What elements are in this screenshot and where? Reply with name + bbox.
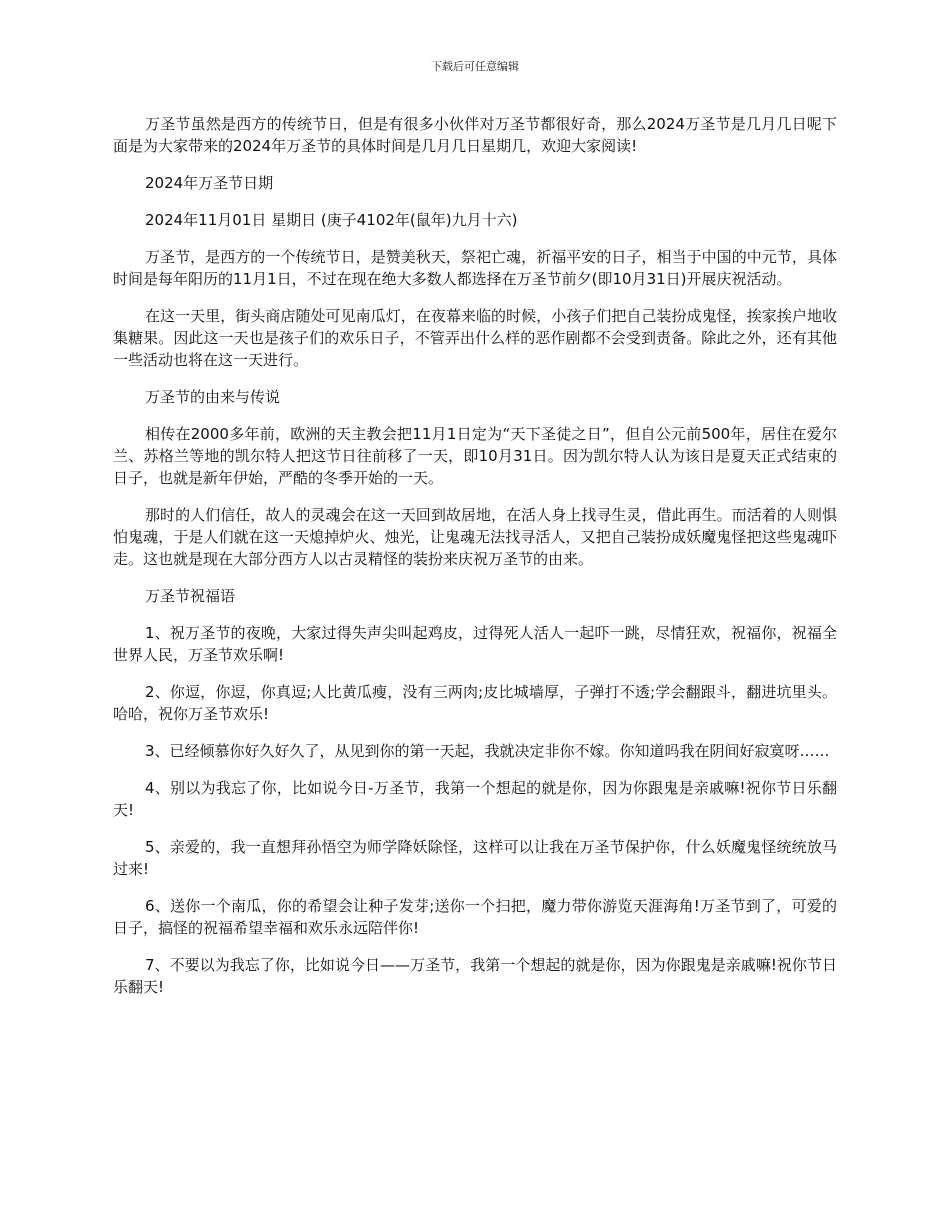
date-line: 2024年11月01日 星期日 (庚子4102年(鼠年)九月十六) [145,211,518,229]
intro-paragraph: 万圣节虽然是西方的传统节日，但是有很多小伙伴对万圣节都很好奇，那么2024万圣节是几月几日呢下面是为大家带来的2024年万圣节的具体时间是几月几日星期几，欢迎大家阅读! [113,115,837,155]
section-heading-origin: 万圣节的由来与传说 [145,388,281,406]
paragraph-activities: 在这一天里，街头商店随处可见南瓜灯，在夜幕来临的时候，小孩子们把自己装扮成鬼怪，挨家挨户地收集糖果。因此这一天也是孩子们的欢乐日子，不管弄出什么样的恶作剧都不会受到责备。除此之外，还有其他一些活动也将在这一天进行。 [113,307,837,369]
section-heading-date: 2024年万圣节日期 [145,174,274,192]
paragraph-definition: 万圣节，是西方的一个传统节日，是赞美秋天，祭祀亡魂，祈福平安的日子，相当于中国的中元节，具体时间是每年阳历的11月1日，不过在现在绝大多数人都选择在万圣节前夕(即10月31日)开展庆祝活动。 [113,248,837,288]
paragraph-origin: 相传在2000多年前，欧洲的天主教会把11月1日定为“天下圣徒之日”，但自公元前500年，居住在爱尔兰、苏格兰等地的凯尔特人把这节日往前移了一天，即10月31日。因为凯尔特人认为该日是夏天正式结束的日子，也就是新年伊始，严酷的冬季开始的一天。 [113,425,837,487]
greeting-item: 3、已经倾慕你好久好久了，从见到你的第一天起，我就决定非你不嫁。你知道吗我在阴间好寂寞呀…… [145,742,830,760]
greeting-item: 6、送你一个南瓜，你的希望会让种子发芽;送你一个扫把，魔力带你游览天涯海角!万圣节到了，可爱的日子，搞怪的祝福希望幸福和欢乐永远陪伴你! [113,897,837,937]
page-header: 下载后可任意编辑 [431,60,519,73]
greeting-item: 5、亲爱的，我一直想拜孙悟空为师学降妖除怪，这样可以让我在万圣节保护你，什么妖魔鬼怪统统放马过来! [113,838,837,878]
section-heading-greetings: 万圣节祝福语 [145,587,236,605]
paragraph-legend: 那时的人们信任，故人的灵魂会在这一天回到故居地，在活人身上找寻生灵，借此再生。而活着的人则惧怕鬼魂，于是人们就在这一天熄掉炉火、烛光，让鬼魂无法找寻活人，又把自己装扮成妖魔鬼怪把这些鬼魂吓走。这也就是现在大部分西方人以古灵精怪的装扮来庆祝万圣节的由来。 [113,506,837,568]
document-body [113,113,837,1013]
greeting-item: 4、别以为我忘了你，比如说今日-万圣节，我第一个想起的就是你，因为你跟鬼是亲戚嘛!祝你节日乐翻天! [113,779,837,819]
greeting-item: 1、祝万圣节的夜晚，大家过得失声尖叫起鸡皮，过得死人活人一起吓一跳，尽情狂欢，祝福你，祝福全世界人民，万圣节欢乐啊! [113,624,837,664]
greeting-item: 7、不要以为我忘了你，比如说今日——万圣节，我第一个想起的就是你，因为你跟鬼是亲戚嘛!祝你节日乐翻天! [113,956,837,996]
greeting-item: 2、你逗，你逗，你真逗;人比黄瓜瘦，没有三两肉;皮比城墙厚，子弹打不透;学会翻跟斗，翻进坑里头。哈哈，祝你万圣节欢乐! [113,683,837,723]
